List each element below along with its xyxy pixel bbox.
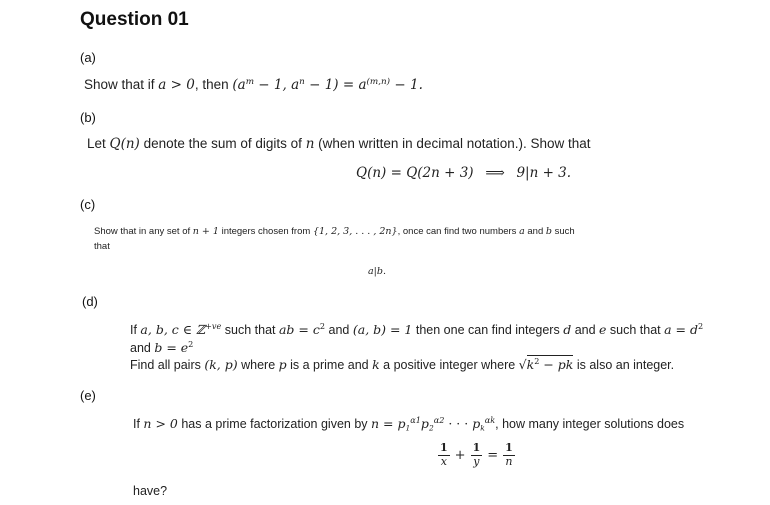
exponent-gcd: (m,n) bbox=[366, 76, 391, 87]
eq-tail: − 1. bbox=[390, 77, 423, 93]
part-d-text-mid3: such that bbox=[606, 323, 665, 337]
fact-n: n = p bbox=[371, 416, 406, 431]
part-c-display: a|b. bbox=[368, 266, 386, 277]
plus-sign: + bbox=[454, 447, 466, 463]
part-c-expr: n + 1 bbox=[192, 226, 219, 237]
part-d-membership: a, b, c ∈ ℤ bbox=[140, 322, 206, 337]
part-d-line2-prefix: and bbox=[130, 341, 155, 355]
sqrt-icon: √ bbox=[518, 357, 527, 372]
part-d-line3-prefix: Find all pairs bbox=[130, 358, 205, 372]
part-b-text-prefix: Let bbox=[87, 136, 110, 151]
part-d-text-prefix: If bbox=[130, 323, 141, 337]
part-c-text-mid2: , once can find two numbers bbox=[397, 226, 520, 237]
part-d-var-k: k bbox=[372, 357, 380, 372]
part-d-line1 bbox=[130, 322, 703, 337]
part-d-line3 bbox=[130, 357, 674, 372]
part-d-sup: +ve bbox=[205, 321, 222, 332]
p2-sup: α2 bbox=[433, 415, 445, 426]
part-d-gcd: (a, b) = 1 bbox=[352, 322, 413, 337]
display-lhs: Q(n) = Q(2n + 3) bbox=[356, 165, 474, 181]
exponent-n: n bbox=[299, 76, 305, 87]
part-d-label: (d) bbox=[82, 294, 98, 309]
pk-sup: αk bbox=[484, 415, 496, 426]
part-a-condition: a > 0 bbox=[158, 77, 195, 93]
part-d-line3-mid: where bbox=[237, 358, 279, 372]
fraction-1-over-y bbox=[471, 442, 483, 468]
part-c-set: {1, 2, 3, . . . , 2n} bbox=[312, 226, 398, 237]
part-d-and2: and bbox=[571, 323, 600, 337]
part-d-var-e: e bbox=[599, 322, 607, 337]
eq-lhs: (a bbox=[232, 77, 246, 93]
part-a-equation bbox=[232, 77, 423, 93]
part-c-var-a: a bbox=[519, 226, 525, 237]
fraction-1-over-x bbox=[438, 442, 450, 468]
part-d-square2: 2 bbox=[698, 321, 704, 332]
part-c-text-tail: such bbox=[551, 226, 575, 237]
frac3-den: n bbox=[505, 454, 513, 468]
p1-sub: 1 bbox=[405, 423, 411, 433]
part-b-text-tail: (when written in decimal notation.). Show that bbox=[314, 136, 591, 151]
part-c-text-prefix: Show that in any set of bbox=[94, 226, 193, 237]
part-e-mid: has a prime factorization given by bbox=[177, 417, 372, 431]
part-c-text-mid: integers chosen from bbox=[218, 226, 313, 237]
display-rhs: 9|n + 3. bbox=[516, 165, 572, 181]
part-d-line2-square: 2 bbox=[188, 339, 194, 350]
part-e-prefix: If bbox=[133, 417, 144, 431]
equals-sign: = bbox=[487, 447, 499, 463]
part-b-statement bbox=[87, 136, 591, 152]
question-title: Question 01 bbox=[80, 9, 189, 30]
p1-sup: α1 bbox=[410, 415, 421, 426]
frac2-num: 1 bbox=[472, 441, 481, 454]
radicand-rest: − pk bbox=[539, 357, 574, 372]
fraction-1-over-n bbox=[503, 442, 515, 468]
part-d-line3-tail: is also an integer. bbox=[573, 358, 675, 372]
part-d-eq2: a = d bbox=[664, 322, 698, 337]
part-d-pair: (k, p) bbox=[204, 357, 238, 372]
part-c-line2: that bbox=[94, 241, 110, 252]
part-d-line3-mid3: a positive integer where bbox=[379, 358, 519, 372]
part-d-line3-mid2: is a prime and bbox=[286, 358, 373, 372]
part-d-line2-eq: b = e bbox=[154, 340, 189, 355]
part-d-eq: ab = c bbox=[278, 322, 320, 337]
part-c-var-b: b bbox=[545, 226, 552, 237]
part-c-label: (c) bbox=[80, 197, 96, 212]
part-d-line2 bbox=[130, 340, 193, 355]
part-a-text-prefix: Show that if bbox=[84, 77, 159, 92]
part-b-var-q: Q(n) bbox=[109, 136, 140, 152]
part-e-condition: n > 0 bbox=[143, 416, 178, 431]
part-e-equation bbox=[438, 442, 515, 468]
eq-sep: − 1, a bbox=[254, 77, 300, 93]
radicand-k: k bbox=[526, 357, 535, 372]
part-d-var-p: p bbox=[278, 357, 287, 372]
frac1-num: 1 bbox=[440, 441, 448, 454]
implies-arrow: ⟹ bbox=[485, 165, 505, 181]
part-b-text-mid: denote the sum of digits of bbox=[139, 136, 306, 151]
part-d-square: 2 bbox=[319, 321, 326, 332]
frac3-num: 1 bbox=[505, 441, 513, 454]
part-a-statement bbox=[84, 77, 423, 93]
exponent-m: m bbox=[245, 76, 255, 87]
eq-close: − 1) = a bbox=[304, 77, 367, 93]
part-c-and: and bbox=[524, 226, 546, 237]
part-d-and: and bbox=[325, 323, 353, 337]
part-a-text-mid: , then bbox=[194, 77, 233, 92]
radicand-square: 2 bbox=[534, 356, 540, 367]
frac2-den: y bbox=[473, 454, 480, 468]
p2-sub: 2 bbox=[428, 423, 434, 433]
p2: p bbox=[420, 416, 429, 431]
part-e-closing: have? bbox=[133, 484, 168, 498]
part-d-var-d: d bbox=[563, 322, 572, 337]
part-e-factorization bbox=[371, 416, 495, 431]
part-e-tail: , how many integer solutions does bbox=[495, 417, 685, 431]
part-d-radicand bbox=[527, 355, 574, 372]
part-e-line1 bbox=[133, 416, 684, 431]
part-d-text-mid2: then one can find integers bbox=[412, 323, 564, 337]
part-a-label: (a) bbox=[80, 50, 96, 65]
dots: · · · bbox=[444, 416, 473, 431]
frac1-den: x bbox=[440, 454, 447, 468]
part-e-label: (e) bbox=[80, 388, 96, 403]
part-d-text-mid: such that bbox=[221, 323, 279, 337]
part-b-display-equation bbox=[356, 165, 571, 181]
part-b-var-n: n bbox=[305, 136, 315, 152]
part-c-line1 bbox=[94, 226, 575, 237]
pk: p bbox=[472, 416, 481, 431]
part-b-label: (b) bbox=[80, 110, 96, 125]
pk-sub: k bbox=[480, 423, 485, 433]
